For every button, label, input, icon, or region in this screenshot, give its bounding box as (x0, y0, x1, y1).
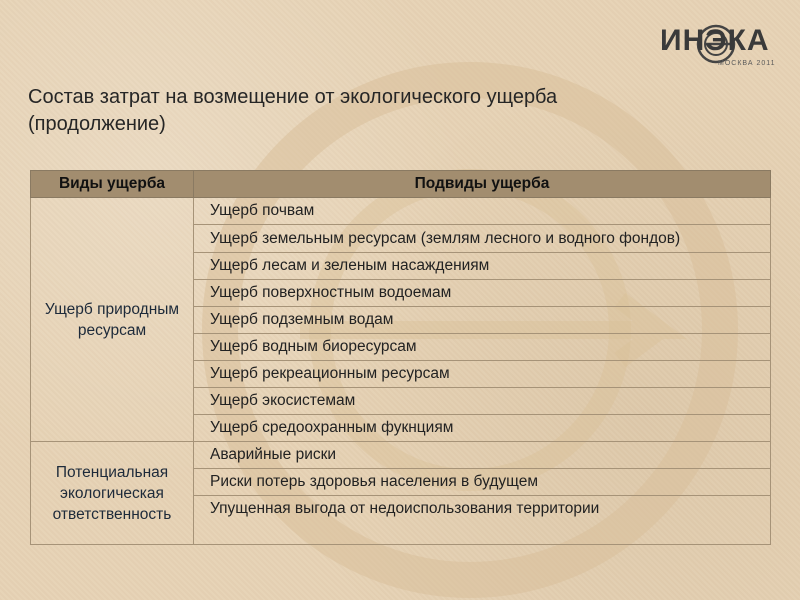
damage-subtype-cell: Ущерб лесам и зеленым насаждениям (194, 253, 771, 280)
table-header-row (31, 171, 771, 198)
table-row (31, 442, 771, 469)
damage-subtype-cell: Ущерб поверхностным водоемам (194, 280, 771, 307)
company-logo (660, 20, 780, 74)
damage-type-ecological-liability: Потенциальная экологическая ответственность (31, 442, 194, 545)
damage-subtype-cell: Ущерб водным биоресурсам (194, 334, 771, 361)
damage-subtype-cell: Риски потерь здоровья населения в будущем (194, 469, 771, 496)
header-damage-type: Виды ущерба (31, 171, 194, 198)
logo-text: ИНЭКА (660, 24, 770, 57)
damage-subtype-cell: Упущенная выгода от недоиспользования территории (194, 496, 771, 545)
damage-subtype-cell: Ущерб почвам (194, 198, 771, 225)
logo-subtitle: МОСКВА 2011 (718, 60, 776, 67)
damage-subtype-cell: Ущерб подземным водам (194, 307, 771, 334)
header-damage-subtype: Подвиды ущерба (194, 171, 771, 198)
damage-subtype-cell: Аварийные риски (194, 442, 771, 469)
page-title: Состав затрат на возмещение от экологического ущерба (продолжение) (28, 86, 558, 135)
damage-subtype-cell: Ущерб земельным ресурсам (землям лесного и водного фондов) (194, 225, 771, 253)
damage-subtype-cell: Ущерб экосистемам (194, 388, 771, 415)
damage-type-natural-resources: Ущерб природным ресурсам (31, 198, 194, 442)
damage-subtype-cell: Ущерб рекреационным ресурсам (194, 361, 771, 388)
damage-table (30, 170, 771, 545)
damage-subtype-cell: Ущерб средоохранным фукнциям (194, 415, 771, 442)
table-row (31, 198, 771, 225)
